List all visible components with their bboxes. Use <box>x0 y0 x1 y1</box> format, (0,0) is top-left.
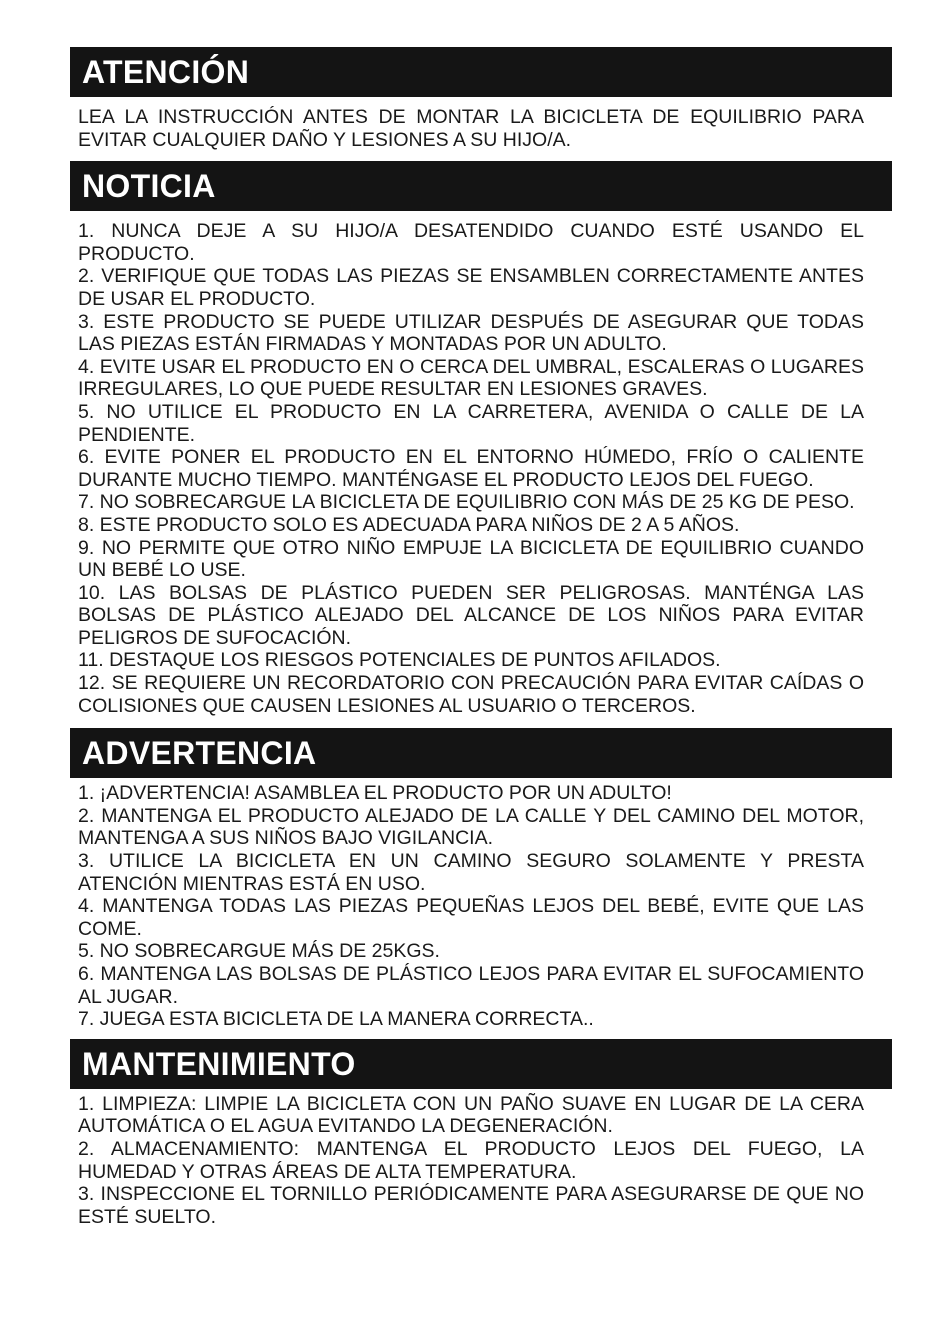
list-item: 1. ¡ADVERTENCIA! ASAMBLEA EL PRODUCTO POR UN ADULTO! <box>78 782 672 805</box>
list-item: 2. VERIFIQUE QUE TODAS LAS PIEZAS SE ENSAMBLEN CORRECTAMENTE ANTES DE USAR EL PRODUCTO. <box>78 265 864 310</box>
section-title-mantenimiento: MANTENIMIENTO <box>70 1039 892 1089</box>
list-item: 6. MANTENGA LAS BOLSAS DE PLÁSTICO LEJOS PARA EVITAR EL SUFOCAMIENTO AL JUGAR. <box>78 963 864 1008</box>
section-mantenimiento <box>70 1039 892 1229</box>
list-item: 8. ESTE PRODUCTO SOLO ES ADECUADA PARA NIÑOS DE 2 A 5 AÑOS. <box>78 513 740 536</box>
atencion-text: LEA LA INSTRUCCIÓN ANTES DE MONTAR LA BICICLETA DE EQUILIBRIO PARA EVITAR CUALQUIER DAÑO Y LESIONES A SU HIJO/A. <box>78 106 864 151</box>
list-item: 1. LIMPIEZA: LIMPIE LA BICICLETA CON UN PAÑO SUAVE EN LUGAR DE LA CERA AUTOMÁTICA O EL AGUA EVITANDO LA DEGENERACIÓN. <box>78 1092 864 1138</box>
section-noticia <box>70 161 892 717</box>
noticia-list <box>78 220 864 717</box>
list-item: 2. ALMACENAMIENTO: MANTENGA EL PRODUCTO LEJOS DEL FUEGO, LA HUMEDAD Y OTRAS ÁREAS DE ALTA TEMPERATURA. <box>78 1137 864 1183</box>
list-item: 7. NO SOBRECARGUE LA BICICLETA DE EQUILIBRIO CON MÁS DE 25 KG DE PESO. <box>78 491 855 514</box>
list-item: 12. SE REQUIERE UN RECORDATORIO CON PRECAUCIÓN PARA EVITAR CAÍDAS O COLISIONES QUE CAUSEN LESIONES AL USUARIO O TERCEROS. <box>78 672 864 717</box>
list-item: 10. LAS BOLSAS DE PLÁSTICO PUEDEN SER PELIGROSAS. MANTÉNGA LAS BOLSAS DE PLÁSTICO ALEJADO DEL ALCANCE DE LOS NIÑOS PARA EVITAR PELIGROS DE SUFOCACIÓN. <box>78 581 864 649</box>
list-item: 3. UTILICE LA BICICLETA EN UN CAMINO SEGURO SOLAMENTE Y PRESTA ATENCIÓN MIENTRAS ESTÁ EN USO. <box>78 850 864 895</box>
list-item: 4. MANTENGA TODAS LAS PIEZAS PEQUEÑAS LEJOS DEL BEBÉ, EVITE QUE LAS COME. <box>78 895 864 940</box>
list-item: 1. NUNCA DEJE A SU HIJO/A DESATENDIDO CUANDO ESTÉ USANDO EL PRODUCTO. <box>78 220 864 265</box>
section-atencion <box>70 47 892 151</box>
section-advertencia <box>70 728 892 1031</box>
mantenimiento-list <box>78 1093 864 1229</box>
list-item: 4. EVITE USAR EL PRODUCTO EN O CERCA DEL UMBRAL, ESCALERAS O LUGARES IRREGULARES, LO QUE PUEDE RESULTAR EN LESIONES GRAVES. <box>78 355 864 401</box>
instruction-page <box>70 47 892 1228</box>
list-item: 9. NO PERMITE QUE OTRO NIÑO EMPUJE LA BICICLETA DE EQUILIBRIO CUANDO UN BEBÉ LO USE. <box>78 536 864 582</box>
section-title-advertencia: ADVERTENCIA <box>70 728 892 778</box>
list-item: 3. INSPECCIONE EL TORNILLO PERIÓDICAMENTE PARA ASEGURARSE DE QUE NO ESTÉ SUELTO. <box>78 1183 864 1228</box>
list-item: 7. JUEGA ESTA BICICLETA DE LA MANERA CORRECTA.. <box>78 1008 594 1031</box>
section-title-atencion: ATENCIÓN <box>70 47 892 97</box>
list-item: 5. NO SOBRECARGUE MÁS DE 25KGS. <box>78 940 440 963</box>
advertencia-list <box>78 782 864 1031</box>
list-item: 3. ESTE PRODUCTO SE PUEDE UTILIZAR DESPUÉS DE ASEGURAR QUE TODAS LAS PIEZAS ESTÁN FIRMADAS Y MONTADAS POR UN ADULTO. <box>78 310 864 356</box>
list-item: 11. DESTAQUE LOS RIESGOS POTENCIALES DE PUNTOS AFILADOS. <box>78 649 721 672</box>
list-item: 5. NO UTILICE EL PRODUCTO EN LA CARRETERA, AVENIDA O CALLE DE LA PENDIENTE. <box>78 400 864 446</box>
list-item: 6. EVITE PONER EL PRODUCTO EN EL ENTORNO HÚMEDO, FRÍO O CALIENTE DURANTE MUCHO TIEMPO. MANTÉNGASE EL PRODUCTO LEJOS DEL FUEGO. <box>78 446 864 491</box>
list-item: 2. MANTENGA EL PRODUCTO ALEJADO DE LA CALLE Y DEL CAMINO DEL MOTOR, MANTENGA A SUS NIÑOS BAJO VIGILANCIA. <box>78 804 864 850</box>
section-title-noticia: NOTICIA <box>70 161 892 211</box>
